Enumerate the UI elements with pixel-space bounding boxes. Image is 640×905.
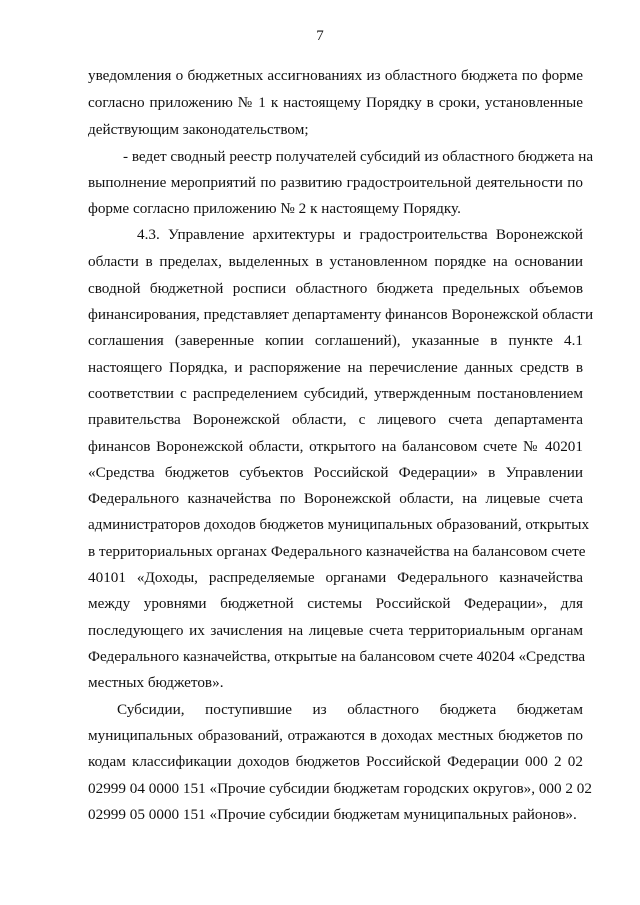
text-line: последующего их зачисления на лицевые счета территориальным органам	[88, 622, 583, 639]
text-line: Федерального казначейства, открытые на балансовом счете 40204 «Средства	[88, 648, 586, 665]
text-line: области в пределах, выделенных в установленном порядке на основании	[88, 253, 583, 270]
text-line: муниципальных образований, отражаются в доходах местных бюджетов по	[88, 727, 583, 744]
text-line: Субсидии, поступившие из областного бюджета бюджетам	[117, 701, 583, 718]
text-line: выполнение мероприятий по развитию градостроительной деятельности по	[88, 174, 583, 191]
text-line: сводной бюджетной росписи областного бюджета предельных объемов	[88, 280, 583, 297]
page-number: 7	[316, 28, 324, 44]
text-line: действующим законодательством;	[88, 121, 309, 138]
text-line: финансов Воронежской области, открытого на балансовом счете № 40201	[88, 438, 583, 455]
text-line: - ведет сводный реестр получателей субсидий из областного бюджета на	[123, 148, 594, 165]
text-line: форме согласно приложению № 2 к настоящему Порядку.	[88, 200, 461, 217]
text-line: соответствии с распределением субсидий, утвержденным постановлением	[88, 385, 583, 402]
text-line: согласно приложению № 1 к настоящему Порядку в сроки, установленные	[88, 94, 583, 111]
text-line: «Средства бюджетов субъектов Российской Федерации» в Управлении	[88, 464, 583, 481]
text-line: кодам классификации доходов бюджетов Российской Федерации 000 2 02	[88, 753, 583, 770]
text-line: уведомления о бюджетных ассигнованиях из областного бюджета по форме	[88, 67, 583, 84]
text-line: местных бюджетов».	[88, 674, 224, 691]
text-line: правительства Воронежской области, с лицевого счета департамента	[88, 411, 583, 428]
text-line: 4.3. Управление архитектуры и градостроительства Воронежской	[137, 226, 583, 243]
text-line: 02999 04 0000 151 «Прочие субсидии бюджетам городских округов», 000 2 02	[88, 780, 592, 797]
text-line: финансирования, представляет департаменту финансов Воронежской области	[88, 306, 594, 323]
text-line: настоящего Порядка, и распоряжение на перечисление данных средств в	[88, 359, 583, 376]
text-line: 02999 05 0000 151 «Прочие субсидии бюджетам муниципальных районов».	[88, 806, 577, 823]
text-line: между уровнями бюджетной системы Российской Федерации», для	[88, 595, 583, 612]
text-line: Федерального казначейства по Воронежской области, на лицевые счета	[88, 490, 583, 507]
text-line: администраторов доходов бюджетов муниципальных образований, открытых	[88, 516, 590, 533]
text-line: соглашения (заверенные копии соглашений), указанные в пункте 4.1	[88, 332, 583, 349]
text-line: в территориальных органах Федерального казначейства на балансовом счете	[88, 543, 586, 560]
text-line: 40101 «Доходы, распределяемые органами Федерального казначейства	[88, 569, 583, 586]
